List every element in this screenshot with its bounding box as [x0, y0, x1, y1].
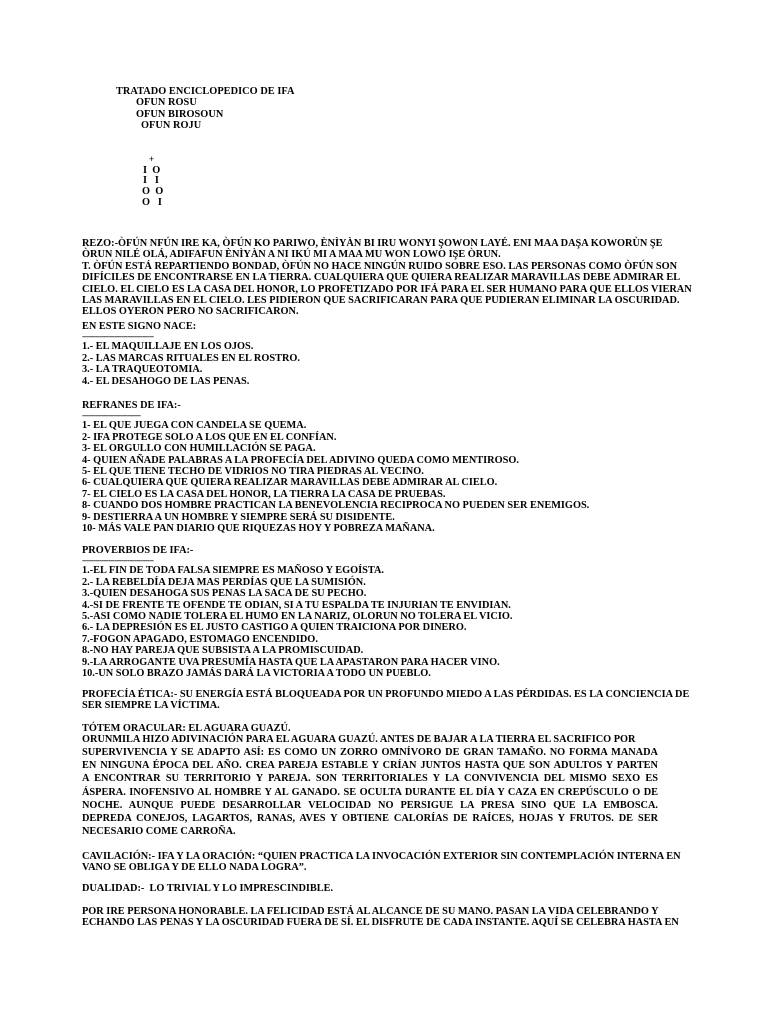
- list-item: 6.- LA DEPRESIÓN ES EL JUSTO CASTIGO A QUIEN TRAICIONA POR DINERO.: [82, 622, 467, 634]
- rezo-line: DIFÍCILES DE ENCONTRARSE EN LA TIERRA. CUALQUIERA QUE QUIERA REALIZAR MARAVILLAS DEBE ADMIRAR EL: [82, 272, 681, 284]
- ire-section: [82, 906, 700, 929]
- list-item: 4.- EL DESAHOGO DE LAS PENAS.: [82, 375, 250, 387]
- sign-name-1: OFUN ROSU: [136, 97, 197, 108]
- paragraph-line: DEPREDA CONEJOS, LAGARTOS, RANAS, AVES Y OBTIENE CALORÍAS DE RAÍCES, HOJAS Y FRUTOS. DE SER: [82, 813, 658, 825]
- list-item: 9.-LA ARROGANTE UVA PRESUMÍA HASTA QUE LA APASTARON PARA HACER VINO.: [82, 656, 500, 668]
- proverbios-section: [82, 545, 700, 679]
- rezo-line: ÒRUN NILÉ OLÁ, ADIFAFUN ÈNÌYÀN A NI IKÚ MI A MAA MU WON LOWO IŞE ÒRUN.: [82, 249, 501, 261]
- nace-section: [82, 321, 700, 387]
- list-item: 8- CUANDO DOS HOMBRE PRACTICAN LA BENEVOLENCIA RECIPROCA NO PUEDEN SER ENEMIGOS.: [82, 500, 590, 512]
- sign-plus: +: [149, 154, 155, 164]
- refranes-section: [82, 400, 700, 534]
- rezo-line: LAS MARAVILLAS EN EL CIELO. LES PIDIERON QUE SACRIFICARAN PARA QUE PUDIERAN ELIMINAR LA OSCURIDAD.: [82, 295, 680, 307]
- paragraph-line: VANO SE OBLIGA Y DE ELLO NADA LOGRA”.: [82, 862, 307, 874]
- list-item: 6- CUALQUIERA QUE QUIERA REALIZAR MARAVILLAS DEBE ADMIRAR AL CIELO.: [82, 477, 498, 489]
- sign-row-3: O O: [142, 186, 164, 197]
- paragraph-line: ECHANDO LAS PENAS Y LA OSCURIDAD FUERA DE SÍ. EL DISFRUTE DE CADA INSTANTE. AQUÍ SE CELEBRA HASTA EN: [82, 917, 679, 929]
- profecia-section: [82, 689, 700, 712]
- totem-paragraph: [82, 746, 658, 838]
- rezo-line: CIELO. EL CIELO ES LA CASA DEL HONOR, LO PROFETIZADO POR IFÁ PARA EL SER HUMANO PARA QUE ELLOS VIERAN: [82, 283, 692, 295]
- list-item: 8.-NO HAY PAREJA QUE SUBSISTA A LA PROMISCUIDAD.: [82, 645, 364, 657]
- list-item: 1.- EL MAQUILLAJE EN LOS OJOS.: [82, 341, 254, 353]
- list-item: 7.-FOGON APAGADO, ESTOMAGO ENCENDIDO.: [82, 633, 318, 645]
- section-heading: TÓTEM ORACULAR: EL AGUARA GUAZÚ.: [82, 723, 291, 734]
- list-item: 2- IFA PROTEGE SOLO A LOS QUE EN EL CONFÍAN.: [82, 431, 337, 443]
- section-heading: REFRANES DE IFA:-: [82, 400, 181, 411]
- section-heading: PROVERBIOS DE IFA:-: [82, 545, 194, 556]
- paragraph-line: SER SIEMPRE LA VÍCTIMA.: [82, 700, 220, 712]
- paragraph-line: NOCHE. AUNQUE PUEDE DESARROLLAR VELOCIDAD NO PERSIGUE LA PRESA SINO QUE LA EMBOSCA.: [82, 799, 658, 811]
- paragraph-line: SUPERVIVENCIA Y SE ADAPTO ASÍ: ES COMO UN ZORRO OMNÍVORO DE GRAN TAMAÑO. NO FORMA MANADA: [82, 747, 658, 758]
- heading-rule: ---------------------------------: [82, 556, 154, 566]
- list-item: 2.- LAS MARCAS RITUALES EN EL ROSTRO.: [82, 352, 300, 364]
- sign-row-2: I I: [143, 175, 159, 186]
- list-item: 2.- LA REBELDÍA DEJA MAS PERDÍAS QUE LA SUMISIÓN.: [82, 576, 366, 588]
- list-item: 5- EL QUE TIENE TECHO DE VIDRIOS NO TIRA PIEDRAS AL VECINO.: [82, 466, 424, 478]
- section-heading: EN ESTE SIGNO NACE:: [82, 321, 197, 332]
- rezo-line: T. ÒFÚN ESTÁ REPARTIENDO BONDAD, ÒFÚN NO HACE NINGÚN RUIDO SOBRE ESO. LAS PERSONAS COMO ÒFÚN SON: [82, 260, 678, 272]
- rezo-line: ELLOS OYERON PERO NO SACRIFICARON.: [82, 306, 299, 318]
- list-item: 1.-EL FIN DE TODA FALSA SIEMPRE ES MAÑOSO Y EGOÍSTA.: [82, 565, 385, 577]
- paragraph-line: NECESARIO COME CARROÑA.: [82, 826, 236, 838]
- paragraph-line: PROFECÍA ÉTICA:- SU ENERGÍA ESTÁ BLOQUEADA POR UN PROFUNDO MIEDO A LAS PÉRDIDAS. ES LA CONCIENCIA DE: [82, 689, 690, 700]
- heading-rule: ---------------------------------: [82, 332, 154, 342]
- paragraph-line: CAVILACIÓN:- IFA Y LA ORACIÓN: “QUIEN PRACTICA LA INVOCACIÓN EXTERIOR SIN CONTEMPLACIÓN INTERNA EN: [82, 851, 681, 862]
- list-item: 5.-ASI COMO NADIE TOLERA EL HUMO EN LA NARIZ, OLORUN NO TOLERA EL VICIO.: [82, 611, 513, 623]
- list-item: 4- QUIEN AÑADE PALABRAS A LA PROFECÍA DEL ADIVINO QUEDA COMO MENTIROSO.: [82, 454, 519, 466]
- paragraph-line: POR IRE PERSONA HONORABLE. LA FELICIDAD ESTÁ AL ALCANCE DE SU MANO. PASAN LA VIDA CELEBRANDO Y: [82, 906, 659, 917]
- paragraph-line: A ENCONTRAR SU TERRITORIO Y PAREJA. SON TERRITORIALES Y LA CONVIVENCIA DEL MISMO SEXO ES: [82, 773, 658, 785]
- rezo-section: [82, 238, 700, 318]
- cavilacion-section: [82, 851, 700, 874]
- sign-name-2: OFUN BIROSOUN: [136, 109, 224, 120]
- paragraph-line: EN NINGUNA ÉPOCA DEL AÑO. CREA PAREJA ESTABLE Y CRÍAN JUNTOS HASTA QUE SON ADULTOS Y PARTEN: [82, 760, 658, 772]
- paragraph-line: DUALIDAD:- LO TRIVIAL Y LO IMPRESCINDIBLE.: [82, 883, 334, 894]
- list-item: 10- MÁS VALE PAN DIARIO QUE RIQUEZAS HOY Y POBREZA MAÑANA.: [82, 523, 435, 535]
- paragraph-line: ORUNMILA HIZO ADIVINACIÓN PARA EL AGUARA GUAZÚ. ANTES DE BAJAR A LA TIERRA EL SACRIFICO POR: [82, 734, 636, 746]
- list-item: 1- EL QUE JUEGA CON CANDELA SE QUEMA.: [82, 420, 307, 432]
- list-item: 9- DESTIERRA A UN HOMBRE Y SIEMPRE SERÁ SU DISIDENTE.: [82, 511, 395, 523]
- heading-rule: ---------------------------: [82, 411, 141, 421]
- rezo-line: REZO:-ÒFÚN NFÚN IRE KA, ÒFÚN KO PARIWO, ÈNÌYÀN BI IRU WONYI ŞOWON LAYÉ. ENI MAA DAŞA KOWORÙN ŞE: [82, 238, 663, 249]
- sign-row-4: O I: [142, 197, 162, 208]
- sign-row-1: I O: [143, 165, 161, 176]
- totem-section: [82, 723, 700, 746]
- list-item: 3.-QUIEN DESAHOGA SUS PENAS LA SACA DE SU PECHO.: [82, 588, 367, 600]
- paragraph-line: ÁSPERA. INOFENSIVO AL HOMBRE Y AL GANADO. SE OCULTA DURANTE EL DÍA Y CAZA EN CREPÚSCULO O DE: [82, 786, 658, 798]
- list-item: 3.- LA TRAQUEOTOMIA.: [82, 364, 203, 376]
- list-item: 7- EL CIELO ES LA CASA DEL HONOR, LA TIERRA LA CASA DE PRUEBAS.: [82, 488, 446, 500]
- document-title: TRATADO ENCICLOPEDICO DE IFA: [116, 86, 295, 97]
- list-item: 3- EL ORGULLO CON HUMILLACIÓN SE PAGA.: [82, 443, 316, 455]
- list-item: 10.-UN SOLO BRAZO JAMÁS DARÁ LA VICTORIA A TODO UN PUEBLO.: [82, 668, 431, 680]
- dualidad-section: [82, 883, 700, 894]
- list-item: 4.-SI DE FRENTE TE OFENDE TE ODIAN, SI A TU ESPALDA TE INJURIAN TE ENVIDIAN.: [82, 599, 511, 611]
- sign-name-3: OFUN ROJU: [141, 120, 202, 131]
